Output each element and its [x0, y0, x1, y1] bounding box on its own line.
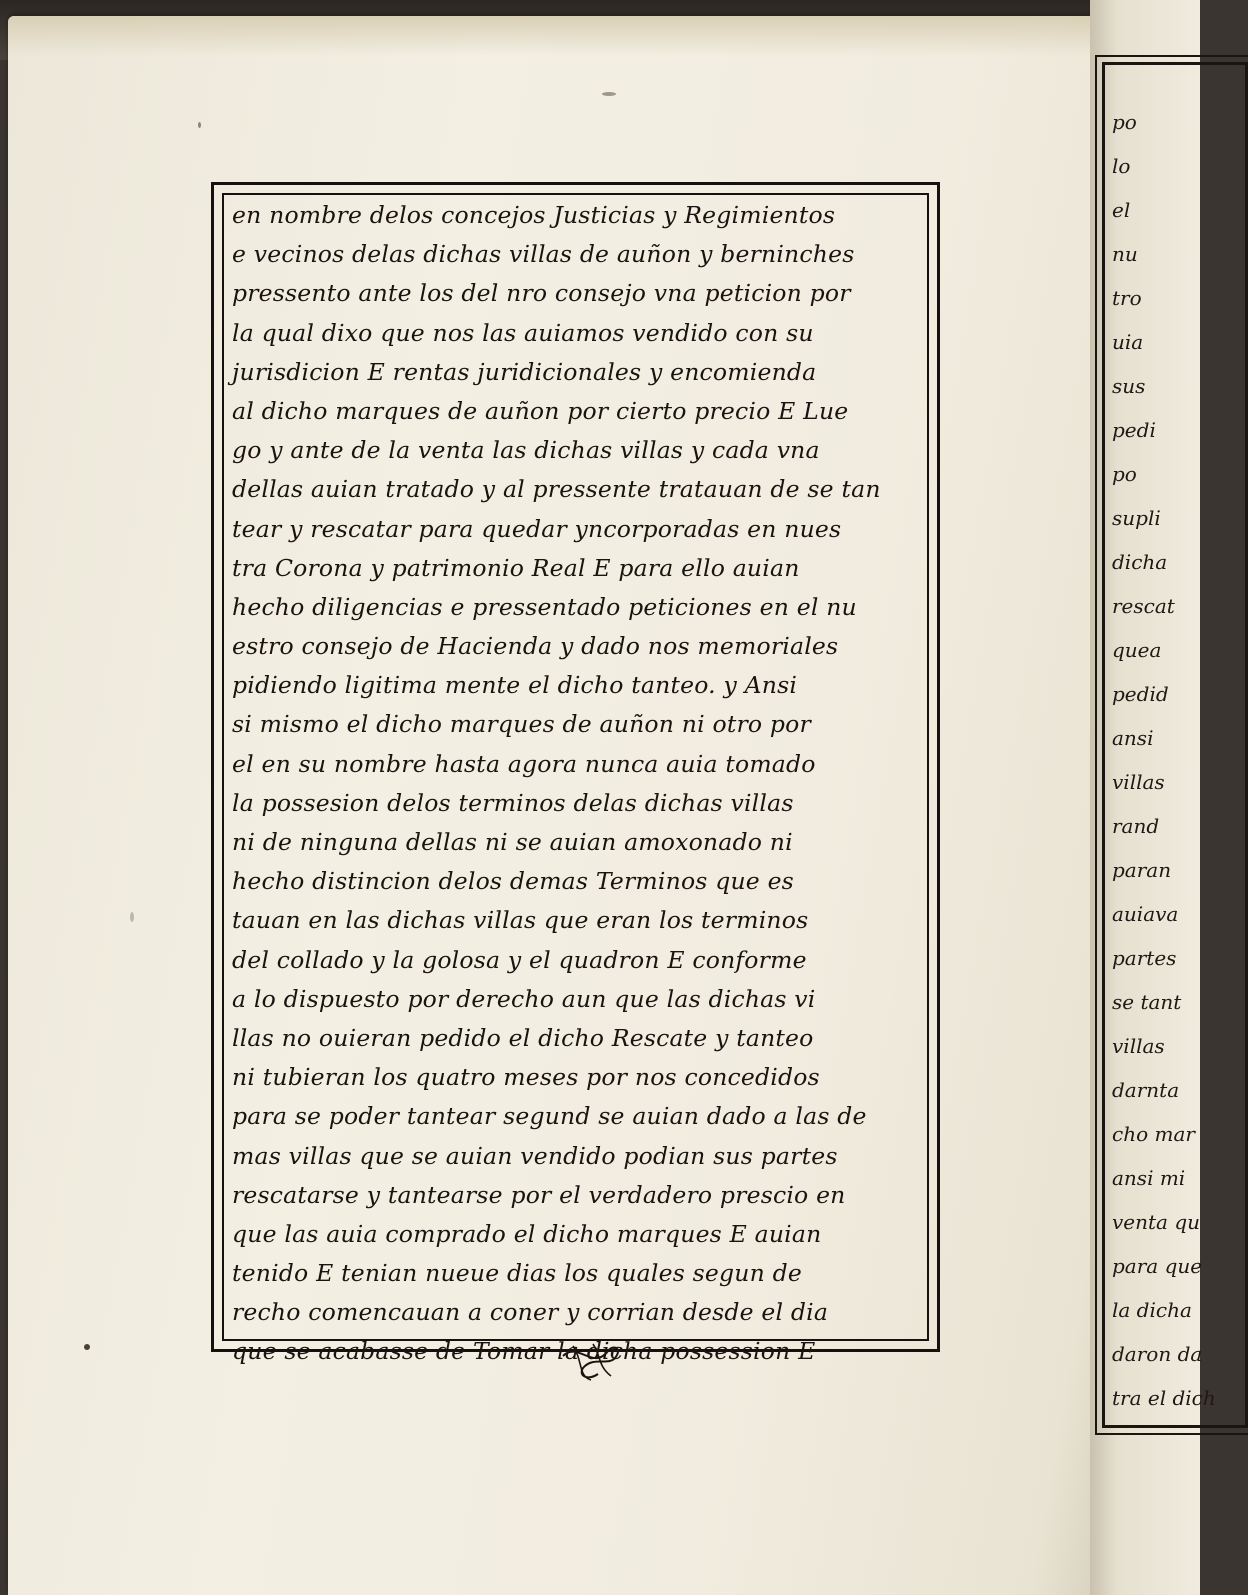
facing-text-line: tro — [1112, 286, 1142, 310]
text-line: pidiendo ligitima mente el dicho tanteo. y Ansi — [232, 671, 798, 700]
facing-text-line: auiava — [1112, 902, 1179, 926]
text-line: el en su nombre hasta agora nunca auia tomado — [232, 749, 816, 778]
facing-text-line: venta qu — [1112, 1210, 1201, 1234]
text-line: hecho distincion delos demas Terminos que es — [232, 867, 794, 896]
text-line: ni tubieran los quatro meses por nos concedidos — [232, 1063, 820, 1092]
facing-text-line: cho mar — [1112, 1122, 1195, 1146]
facing-text-line: rand — [1112, 814, 1160, 838]
facing-text-line: rescat — [1112, 594, 1175, 618]
facing-text-line: villas — [1112, 770, 1165, 794]
facing-text-line: nu — [1112, 242, 1138, 266]
facing-text-line: po — [1112, 462, 1137, 486]
ink-speck — [602, 92, 616, 96]
facing-text-line: se tant — [1112, 990, 1182, 1014]
facing-text-line: sus — [1112, 374, 1146, 398]
text-line: la qual dixo que nos las auiamos vendido con su — [232, 318, 814, 347]
text-line: que las auia comprado el dicho marques E auian — [232, 1219, 822, 1248]
facing-text-line: supli — [1112, 506, 1161, 530]
text-line: tauan en las dichas villas que eran los terminos — [232, 906, 809, 935]
text-line: en nombre delos concejos Justicias y Regimientos — [232, 201, 836, 229]
text-line: si mismo el dicho marques de auñon ni otro por — [232, 710, 811, 739]
facing-text-line: pedi — [1112, 418, 1156, 442]
text-line: dellas auian tratado y al pressente tratauan de se tan — [232, 475, 881, 504]
text-line: del collado y la golosa y el quadron E conforme — [232, 945, 807, 974]
facing-text-line: lo — [1112, 154, 1131, 178]
facing-text-line: darnta — [1112, 1078, 1180, 1102]
rubric-signature-icon — [553, 1336, 633, 1386]
facing-text-line: partes — [1112, 946, 1177, 970]
facing-text-line: uia — [1112, 330, 1144, 354]
facing-text-line: po — [1112, 110, 1137, 134]
text-line: go y ante de la venta las dichas villas y cada vna — [232, 436, 820, 465]
facing-text-line: daron da — [1112, 1342, 1203, 1366]
page-top-stain — [8, 16, 1098, 56]
text-line: tear y rescatar para quedar yncorporadas en nues — [232, 514, 842, 543]
text-line: ni de ninguna dellas ni se auian amoxonado ni — [232, 828, 793, 856]
text-line: e vecinos delas dichas villas de auñon y berninches — [232, 240, 855, 269]
text-line: tra Corona y patrimonio Real E para ello auian — [232, 553, 800, 582]
text-line: mas villas que se auian vendido podian sus partes — [232, 1141, 838, 1170]
text-line: estro consejo de Hacienda y dado nos memoriales — [232, 632, 839, 661]
text-line: para se poder tantear segund se auian dado a las de — [232, 1102, 867, 1131]
text-line: a lo dispuesto por derecho aun que las dichas vi — [232, 984, 816, 1013]
facing-text-line: quea — [1112, 638, 1162, 662]
facing-text-line: villas — [1112, 1034, 1165, 1058]
text-line: al dicho marques de auñon por cierto precio E Lue — [232, 396, 849, 425]
text-line: que se acabasse de Tomar la dicha possession E — [232, 1337, 816, 1366]
facing-page — [1090, 0, 1216, 1595]
text-line: hecho diligencias e pressentado peticiones en el nu — [232, 592, 857, 621]
text-line: jurisdicion E rentas juridicionales y encomienda — [232, 357, 817, 386]
facing-text-line: ansi — [1112, 726, 1154, 750]
facing-text-line: pedid — [1112, 682, 1169, 706]
text-line: recho comencauan a coner y corrian desde el dia — [232, 1298, 829, 1327]
ink-speck — [130, 912, 134, 922]
ink-speck — [198, 122, 201, 128]
facing-text-line: tra el dich — [1112, 1386, 1216, 1410]
facing-text-line: para que — [1112, 1254, 1203, 1278]
facing-text-line: dicha — [1112, 550, 1168, 574]
manuscript-text — [232, 196, 922, 1372]
ink-speck — [84, 1344, 90, 1350]
text-line: la possesion delos terminos delas dichas villas — [232, 788, 794, 817]
facing-text-line: el — [1112, 198, 1131, 222]
text-line: pressento ante los del nro consejo vna peticion por — [232, 279, 851, 308]
text-line: rescatarse y tantearse por el verdadero prescio en — [232, 1180, 846, 1209]
facing-text-line: la dicha — [1112, 1298, 1192, 1322]
text-line: llas no ouieran pedido el dicho Rescate y tanteo — [232, 1023, 814, 1052]
facing-text-line: paran — [1112, 858, 1172, 882]
facing-text-line: ansi mi — [1112, 1166, 1186, 1190]
text-line: tenido E tenian nueue dias los quales segun de — [232, 1259, 802, 1288]
